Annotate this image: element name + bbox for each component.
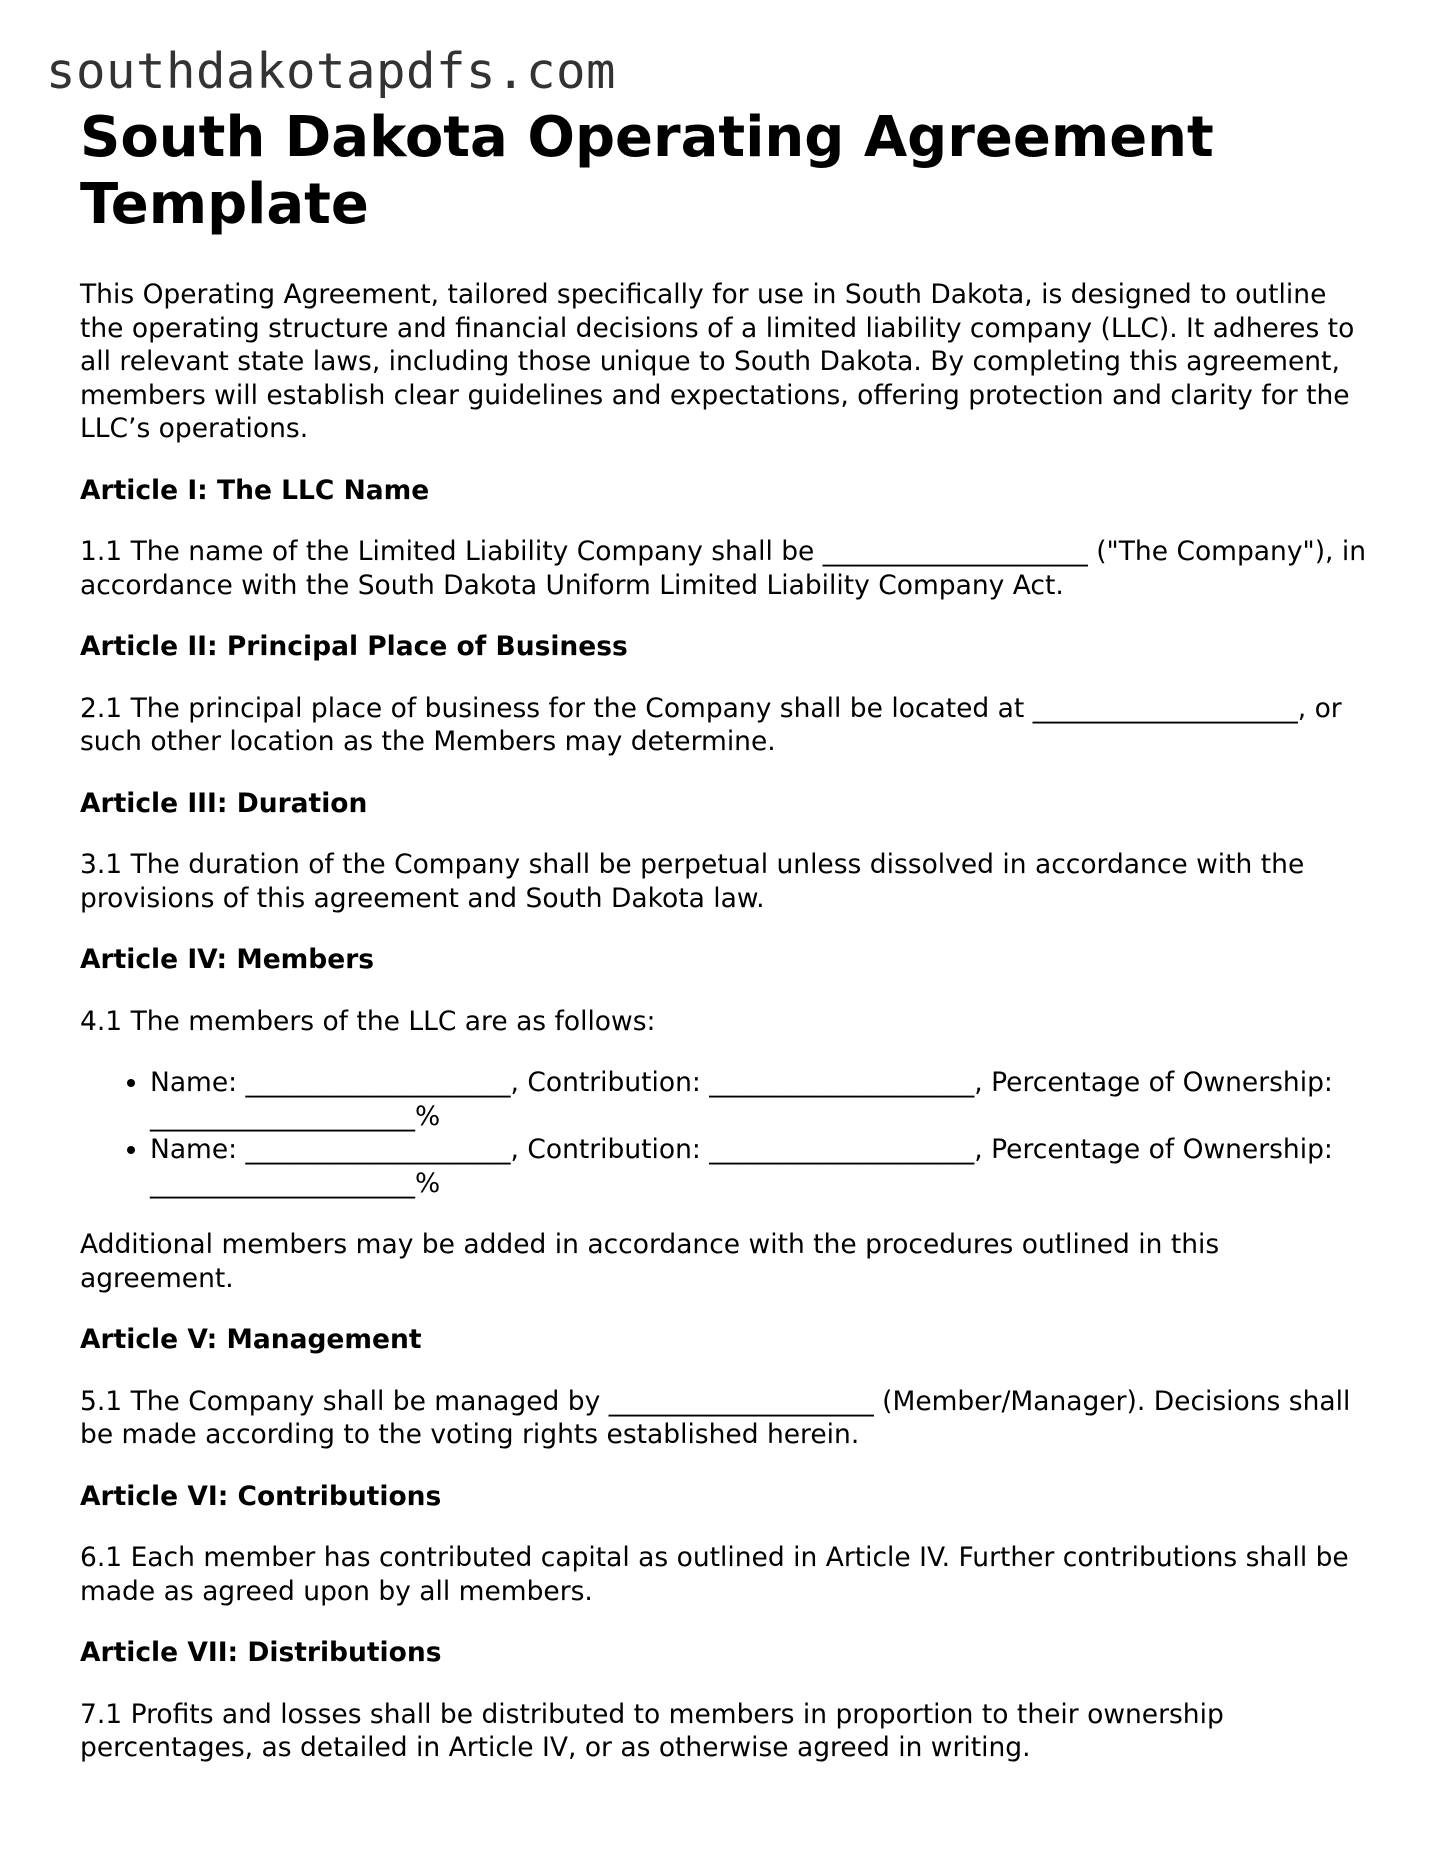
site-watermark: southdakotapdfs.com <box>46 43 617 100</box>
additional-members-note: Additional members may be added in accordance with the procedures outlined in this agreement. <box>80 1229 1220 1294</box>
document-body <box>80 104 1370 1765</box>
intro-paragraph: This Operating Agreement, tailored specifically for use in South Dakota, is designed to outline the operating structure and financial decisions of a limited liability company (LLC). It adheres to all relevant state laws, including those unique to South Dakota. By completing this agreement, members will establish clear guidelines and expectations, offering protection and clarity for the LLC’s operations. <box>80 279 1355 444</box>
document-title: South Dakota Operating Agreement Template <box>80 105 1214 237</box>
article-7-clause: 7.1 Profits and losses shall be distributed to members in proportion to their ownership percentages, as detailed in Article IV, or as otherwise agreed in writing. <box>80 1698 1224 1763</box>
article-2-heading: Article II: Principal Place of Business <box>80 631 628 662</box>
article-2-clause: 2.1 The principal place of business for the Company shall be located at ____________________, or such other location as the Members may determine. <box>80 692 1342 757</box>
member-entry: • Name: ____________________, Contribution: ____________________, Percentage of Ownership: ____________________% <box>150 1066 1370 1133</box>
article-5-clause: 5.1 The Company shall be managed by ____________________ (Member/Manager). Decisions shall be made according to the voting rights established herein. <box>80 1385 1351 1450</box>
article-3-clause: 3.1 The duration of the Company shall be perpetual unless dissolved in accordance with the provisions of this agreement and South Dakota law. <box>80 849 1305 914</box>
article-4-heading: Article IV: Members <box>80 944 375 975</box>
article-1-heading: Article I: The LLC Name <box>80 474 430 506</box>
article-4-clause: 4.1 The members of the LLC are as follows: <box>80 1005 656 1037</box>
article-3-heading: Article III: Duration <box>80 787 368 819</box>
article-6-heading: Article VI: Contributions <box>80 1480 442 1512</box>
article-5-heading: Article V: Management <box>80 1324 422 1355</box>
article-1-clause: 1.1 The name of the Limited Liability Company shall be ____________________ ("The Company"), in accordance with the South Dakota Uniform Limited Liability Company Act. <box>80 536 1367 601</box>
article-6-clause: 6.1 Each member has contributed capital as outlined in Article IV. Further contributions shall be made as agreed upon by all members. <box>80 1542 1349 1607</box>
members-list <box>80 1066 1370 1200</box>
member-entry: • Name: ____________________, Contribution: ____________________, Percentage of Ownership: ____________________% <box>150 1133 1370 1200</box>
article-7-heading: Article VII: Distributions <box>80 1637 442 1668</box>
